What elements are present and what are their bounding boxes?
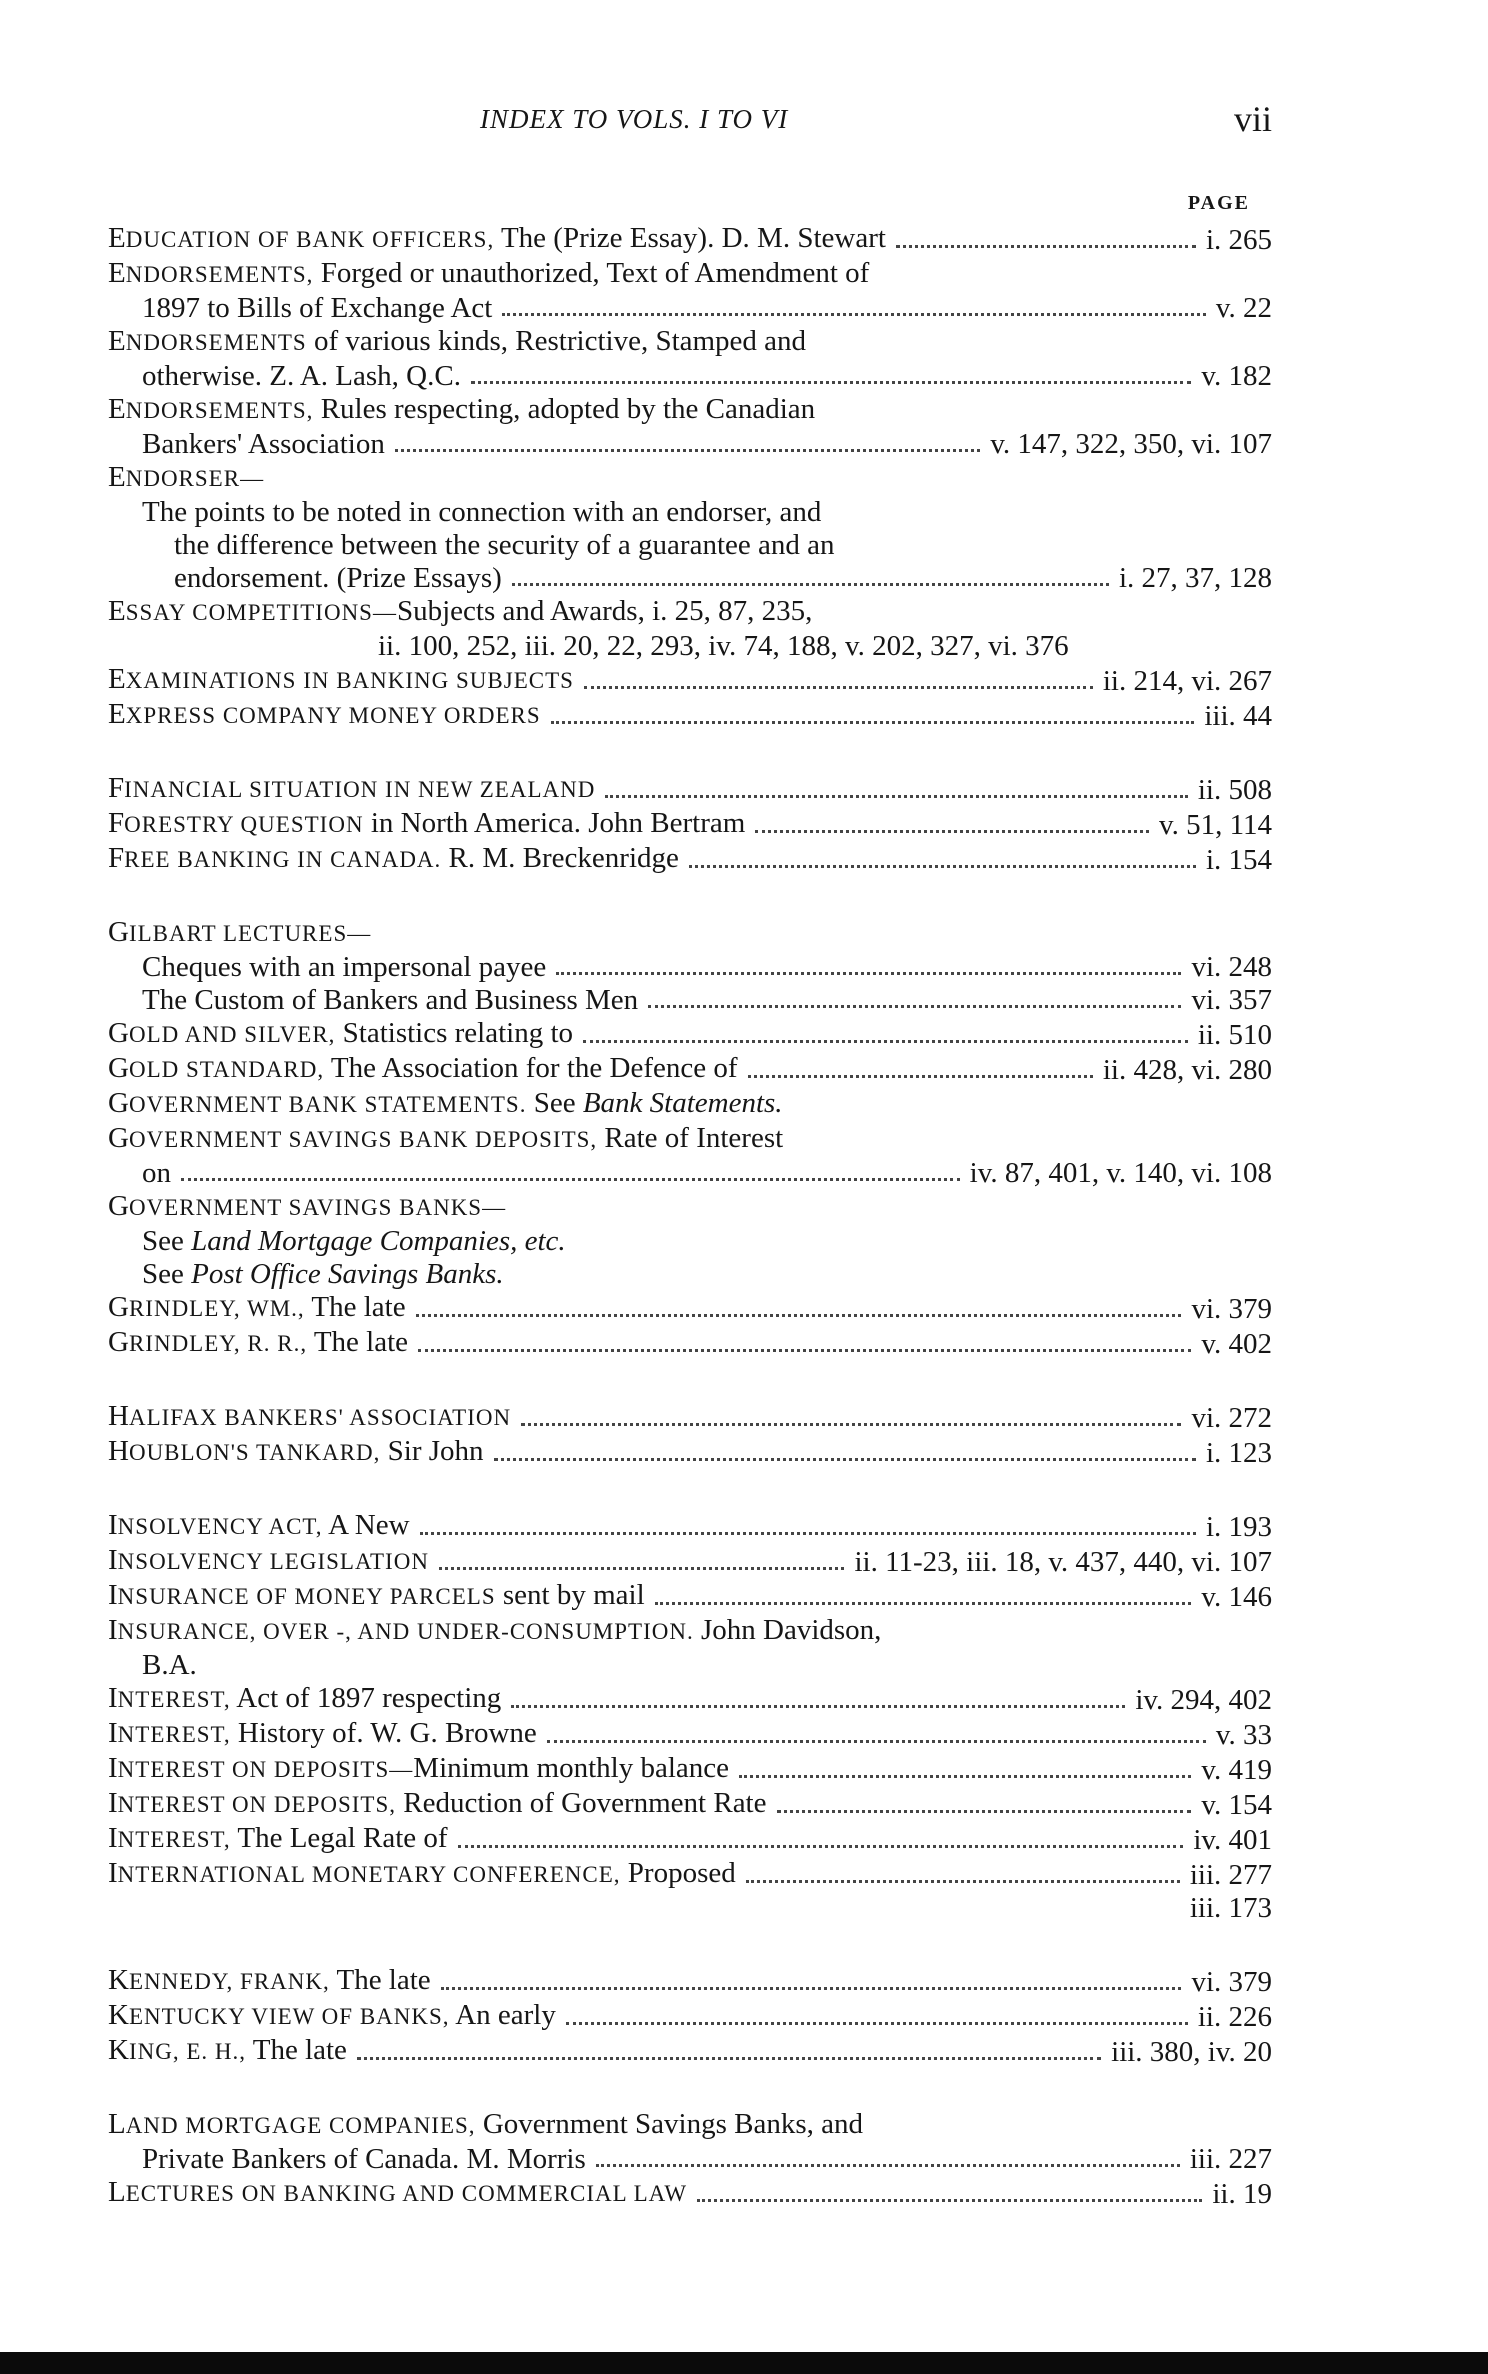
entry-label [108,772,595,806]
entry-text: Rules respecting, adopted by the Canadian [313,393,816,425]
dot-leader [755,830,1149,833]
entry-label [108,1682,501,1716]
entry-page-reference: ii. 19 [1212,2178,1272,2210]
entry-label [142,951,546,983]
entry-label [108,222,886,256]
dot-leader [689,865,1196,868]
index-entry [108,2034,1272,2068]
entry-heading-initial: K [108,1999,129,2031]
entry-page-reference: v. 402 [1201,1328,1272,1360]
entry-page-reference: v. 147, 322, 350, vi. 107 [990,428,1272,460]
index-entry [108,1892,1272,1924]
entry-continuation-row [108,1157,1272,1189]
index-entry [108,698,1272,732]
entry-heading-initial: I [108,1682,118,1714]
entry-heading-smallcaps: NTEREST, [117,1687,231,1712]
entry-heading-initial: I [108,1579,118,1611]
dot-leader [583,1040,1188,1043]
dot-leader [511,1705,1125,1708]
index-entry [108,1225,1272,1257]
entry-heading-initial: L [108,2176,126,2208]
dot-leader [395,449,980,452]
entry-heading-smallcaps: ECTURES ON BANKING AND COMMERCIAL LAW [125,2181,688,2206]
entry-page-reference: iii. 277 [1189,1859,1272,1891]
entry-label [108,807,745,841]
dot-leader [655,1602,1192,1605]
entry-label [108,325,806,359]
entry-text: Subjects and Awards, i. 25, 87, 235, [396,595,813,627]
entry-heading-initial: K [108,1964,129,1996]
index-letter-group [108,2108,1272,2210]
index-entry [108,257,1272,291]
index-entry [108,1964,1272,1998]
entry-text: An early [449,1999,556,2031]
entry-heading-smallcaps: ORESTRY QUESTION [124,812,364,837]
entry-heading-initial: H [108,1435,129,1467]
index-entry [108,393,1272,427]
entry-label [108,1999,556,2033]
entry-heading-smallcaps: OUBLON'S TANKARD, [128,1440,381,1465]
index-entry [108,1544,1272,1578]
entry-heading-smallcaps: DUCATION OF BANK OFFICERS, [125,227,495,252]
entry-page-reference: iii. 380, iv. 20 [1111,2036,1272,2068]
entry-page-reference: i. 27, 37, 128 [1118,562,1272,594]
scan-edge-bar [0,2352,1488,2374]
page-number: vii [1233,99,1272,139]
dot-leader [416,1314,1182,1317]
entry-label [108,257,869,291]
index-entry [108,1999,1272,2033]
index-entry [108,496,1272,528]
entry-continuation: the difference between the security of a guarantee and an [174,529,835,561]
entry-text: Government Savings Banks, and [475,2108,863,2140]
entry-text: The late [307,1326,409,1358]
index-letter-group [108,1964,1272,2068]
entry-page-reference: ii. 510 [1197,1019,1272,1051]
page-column-label: PAGE [1187,192,1250,214]
index-letter-group [108,222,1272,732]
entry-continuation-row [108,428,1272,460]
entry-continuation: on [142,1157,171,1189]
entry-text: The late [329,1964,431,1996]
dot-leader [458,1845,1184,1848]
entry-label [108,1087,783,1121]
entry-heading-initial: I [108,1822,118,1854]
entry-cross-reference: Bank Statements. [582,1087,783,1119]
entry-text: See [142,1225,192,1257]
entry-label [108,698,541,732]
entry-label [108,2176,687,2210]
entry-heading-smallcaps: ENNEDY, FRANK, [128,1969,330,1994]
dot-leader [547,1740,1206,1743]
entry-page-reference: i. 265 [1205,224,1272,256]
entry-page-reference: vi. 379 [1191,1966,1272,1998]
entry-label [108,1017,573,1051]
entry-heading-smallcaps: XAMINATIONS IN BANKING SUBJECTS [125,668,574,693]
index-letter-group [108,1400,1272,1469]
entry-heading-initial: I [108,1752,118,1784]
entry-page-reference: iv. 294, 402 [1135,1684,1272,1716]
entry-page-reference: iii. 227 [1189,2143,1272,2175]
entry-heading-smallcaps: NSOLVENCY LEGISLATION [117,1549,429,1574]
entry-text: Rate of Interest [597,1122,784,1154]
entry-label [108,842,679,876]
index-entry [108,1717,1272,1751]
entry-text: Forged or unauthorized, Text of Amendment of [313,257,870,289]
entry-heading-smallcaps: NDORSEMENTS [125,330,307,355]
index-body [108,222,1272,2210]
dot-leader [521,1423,1181,1426]
entry-label [108,1544,429,1578]
dot-leader [748,1075,1093,1078]
dot-leader [584,686,1093,689]
entry-label [108,2108,863,2142]
entry-heading-smallcaps: NSURANCE, OVER -, AND UNDER-CONSUMPTION. [117,1619,694,1644]
entry-heading-initial: I [108,1857,118,1889]
index-entry [108,807,1272,841]
entry-text: John Davidson, [693,1614,882,1646]
entry-heading-smallcaps: ILBART LECTURES— [128,921,372,946]
entry-text: Cheques with an impersonal payee [142,951,547,983]
dot-leader [420,1532,1196,1535]
index-entry [108,325,1272,359]
entry-heading-smallcaps: OVERNMENT SAVINGS BANK DEPOSITS, [128,1127,598,1152]
entry-label [108,1614,881,1648]
entry-text: A New [322,1509,410,1541]
entry-page-reference: ii. 508 [1197,774,1272,806]
entry-text: sent by mail [495,1579,645,1611]
dot-leader [746,1880,1180,1883]
dot-leader [439,1567,845,1570]
entry-text: Minimum monthly balance [413,1752,730,1784]
entry-text: Proposed [620,1857,736,1889]
entry-heading-smallcaps: RINDLEY, R. R., [128,1331,308,1356]
entry-heading-smallcaps: RINDLEY, WM., [128,1296,305,1321]
entry-label [108,1822,448,1856]
entry-text: The Legal Rate of [230,1822,448,1854]
entry-text: Sir John [380,1435,484,1467]
entry-heading-smallcaps: ALIFAX BANKERS' ASSOCIATION [128,1405,512,1430]
entry-text: The Association for the Defence of [324,1052,738,1084]
entry-continuation-row [108,1649,1272,1681]
entry-page-reference: v. 154 [1201,1789,1272,1821]
index-entry [108,461,1272,495]
entry-heading-initial: E [108,595,126,627]
entry-page-reference: i. 154 [1205,844,1272,876]
entry-heading-smallcaps: NTERNATIONAL MONETARY CONFERENCE, [117,1862,621,1887]
entry-heading-smallcaps: AND MORTGAGE COMPANIES, [125,2113,476,2138]
entry-text: of various kinds, Restrictive, Stamped and [306,325,807,357]
entry-label [108,461,264,495]
dot-leader [441,1987,1182,1990]
entry-heading-initial: E [108,393,126,425]
entry-label [108,1291,406,1325]
entry-continuation: B.A. [142,1649,197,1681]
entry-heading-initial: E [108,461,126,493]
entry-heading-initial: G [108,1087,129,1119]
entry-heading-initial: G [108,1122,129,1154]
entry-heading-initial: H [108,1400,129,1432]
dot-leader [181,1178,960,1181]
entry-continuation-row [108,2143,1272,2175]
entry-heading-initial: G [108,1017,129,1049]
entry-continuation-row [108,360,1272,392]
dot-leader [512,583,1109,586]
entry-page-reference: iii. 173 [1189,1892,1272,1924]
index-entry [108,1326,1272,1360]
entry-label [142,496,821,528]
entry-heading-smallcaps: NTEREST, [117,1722,231,1747]
entry-continuation: endorsement. (Prize Essays) [174,562,502,594]
index-letter-group [108,1509,1272,1924]
entry-heading-initial: F [108,772,125,804]
entry-page-reference: iii. 44 [1204,700,1272,732]
index-entry [108,222,1272,256]
entry-heading-smallcaps: OVERNMENT SAVINGS BANKS— [128,1195,507,1220]
entry-continuation: Bankers' Association [142,428,385,460]
entry-heading-initial: G [108,1326,129,1358]
dot-leader [648,1005,1181,1008]
index-entry [108,1822,1272,1856]
entry-page-reference: iv. 401 [1193,1824,1272,1856]
entry-text: The Custom of Bankers and Business Men [142,984,639,1016]
entry-heading-initial: E [108,257,126,289]
entry-heading-smallcaps: SSAY COMPETITIONS— [125,600,397,625]
entry-label [142,984,638,1016]
dot-leader [697,2199,1202,2202]
entry-heading-smallcaps: NTEREST, [117,1827,231,1852]
index-page [108,99,1272,2250]
entry-page-reference: i. 123 [1205,1437,1272,1469]
entry-continuation: ii. 100, 252, iii. 20, 22, 293, iv. 74, 188, v. 202, 327, vi. 376 [378,630,1069,662]
dot-leader [556,972,1181,975]
entry-label [108,663,574,697]
index-letter-group [108,772,1272,876]
entry-label [108,1052,738,1086]
entry-page-reference: iv. 87, 401, v. 140, vi. 108 [969,1157,1272,1189]
entry-heading-initial: I [108,1614,118,1646]
entry-heading-smallcaps: NTEREST ON DEPOSITS, [117,1792,397,1817]
entry-text: The late [304,1291,406,1323]
entry-heading-initial: I [108,1544,118,1576]
index-entry [108,1052,1272,1086]
entry-heading-smallcaps: XPRESS COMPANY MONEY ORDERS [125,703,541,728]
entry-heading-smallcaps: NDORSEMENTS, [125,398,314,423]
entry-label [108,1400,511,1434]
entry-label [108,1752,729,1786]
entry-heading-smallcaps: OVERNMENT BANK STATEMENTS. [128,1092,527,1117]
dot-leader [418,1349,1191,1352]
entry-page-reference: v. 146 [1201,1581,1272,1613]
entry-heading-smallcaps: NSURANCE OF MONEY PARCELS [117,1584,496,1609]
entry-page-reference: ii. 11-23, iii. 18, v. 437, 440, vi. 107 [854,1546,1272,1578]
dot-leader [566,2022,1188,2025]
entry-label [142,1225,566,1257]
dot-leader [777,1810,1192,1813]
entry-heading-initial: G [108,1291,129,1323]
dot-leader [739,1775,1191,1778]
dot-leader [502,313,1206,316]
dot-leader [896,245,1196,248]
entry-heading-initial: F [108,807,125,839]
index-entry [108,2176,1272,2210]
entry-label [108,393,815,427]
entry-text: Statistics relating to [335,1017,574,1049]
index-entry [108,772,1272,806]
entry-heading-initial: E [108,222,126,254]
index-entry [108,1087,1272,1121]
entry-page-reference: v. 22 [1215,292,1272,324]
index-entry [108,2108,1272,2142]
entry-heading-initial: K [108,2034,129,2066]
entry-heading-smallcaps: ING, E. H., [128,2039,246,2064]
index-entry [108,842,1272,876]
entry-text: in North America. John Bertram [363,807,746,839]
entry-label [108,1787,767,1821]
entry-text: The points to be noted in connection with an endorser, and [142,496,822,528]
entry-label [108,1509,410,1543]
index-entry [108,1682,1272,1716]
entry-heading-smallcaps: ENTUCKY VIEW OF BANKS, [128,2004,450,2029]
index-entry [108,1509,1272,1543]
page-header [108,99,1272,164]
entry-page-reference: vi. 272 [1191,1402,1272,1434]
index-entry [108,1122,1272,1156]
entry-heading-initial: F [108,842,125,874]
running-title: INDEX TO VOLS. I TO VI [480,104,789,134]
entry-heading-initial: I [108,1717,118,1749]
entry-heading-smallcaps: REE BANKING IN CANADA. [124,847,442,872]
entry-heading-initial: E [108,698,126,730]
entry-label [108,916,371,950]
entry-text: See [526,1087,583,1119]
dot-leader [494,1458,1196,1461]
entry-continuation: otherwise. Z. A. Lash, Q.C. [142,360,461,392]
index-entry [108,1291,1272,1325]
entry-label [108,1717,537,1751]
index-entry [108,1579,1272,1613]
dot-leader [357,2057,1101,2060]
entry-cross-reference: Post Office Savings Banks. [191,1258,504,1290]
entry-heading-initial: L [108,2108,126,2140]
entry-continuation: Private Bankers of Canada. M. Morris [142,2143,586,2175]
entry-heading-smallcaps: NDORSER— [125,466,265,491]
entry-label [142,1258,504,1290]
entry-cross-reference: Land Mortgage Companies, etc. [191,1225,566,1257]
index-entry [108,1400,1272,1434]
entry-page-reference: v. 33 [1215,1719,1272,1751]
entry-label [108,1190,506,1224]
entry-heading-initial: G [108,1052,129,1084]
entry-heading-initial: E [108,663,126,695]
entry-heading-smallcaps: INANCIAL SITUATION IN NEW ZEALAND [124,777,596,802]
entry-heading-initial: G [108,916,129,948]
entry-label [108,2034,347,2068]
index-entry [108,663,1272,697]
entry-label [108,595,812,629]
entry-continuation-row [108,562,1272,594]
entry-page-reference: v. 419 [1201,1754,1272,1786]
entry-heading-smallcaps: NTEREST ON DEPOSITS— [117,1757,414,1782]
entry-page-reference: vi. 357 [1191,984,1272,1016]
entry-heading-smallcaps: NSOLVENCY ACT, [117,1514,323,1539]
entry-label [108,1857,736,1891]
entry-continuation-row [108,292,1272,324]
dot-leader [605,795,1188,798]
dot-leader [596,2164,1180,2167]
index-entry [108,1752,1272,1786]
entry-page-reference: v. 51, 114 [1158,809,1272,841]
entry-label [108,1435,484,1469]
entry-page-reference: vi. 379 [1191,1293,1272,1325]
entry-text: History of. W. G. Browne [230,1717,537,1749]
entry-heading-initial: E [108,325,126,357]
index-entry [108,1190,1272,1224]
entry-page-reference: v. 182 [1201,360,1272,392]
entry-heading-smallcaps: OLD AND SILVER, [128,1022,336,1047]
entry-heading-smallcaps: NDORSEMENTS, [125,262,314,287]
entry-heading-initial: G [108,1190,129,1222]
dot-leader [471,381,1191,384]
entry-page-reference: i. 193 [1205,1511,1272,1543]
index-entry [108,1857,1272,1891]
index-entry [108,1258,1272,1290]
index-entry [108,1614,1272,1648]
entry-text: See [142,1258,192,1290]
entry-heading-smallcaps: OLD STANDARD, [128,1057,325,1082]
entry-heading-initial: I [108,1509,118,1541]
index-entry [108,1017,1272,1051]
index-entry [108,984,1272,1016]
index-entry [108,916,1272,950]
entry-label [108,1579,645,1613]
index-entry [108,595,1272,629]
entry-page-reference: vi. 248 [1191,951,1272,983]
index-entry [108,1435,1272,1469]
entry-page-reference: ii. 214, vi. 267 [1102,665,1272,697]
entry-text: The late [246,2034,347,2066]
dot-leader [551,721,1195,724]
index-entry [108,951,1272,983]
entry-label [108,1122,783,1156]
entry-text: The (Prize Essay). D. M. Stewart [494,222,886,254]
entry-text: Reduction of Government Rate [396,1787,767,1819]
entry-label [108,1326,408,1360]
index-entry [108,1787,1272,1821]
index-letter-group [108,916,1272,1360]
entry-continuation: 1897 to Bills of Exchange Act [142,292,493,324]
entry-heading-initial: I [108,1787,118,1819]
entry-page-reference: ii. 428, vi. 280 [1102,1054,1272,1086]
entry-text: R. M. Breckenridge [441,842,679,874]
entry-label [108,1964,431,1998]
entry-text: Act of 1897 respecting [230,1682,502,1714]
entry-page-reference: ii. 226 [1197,2001,1272,2033]
